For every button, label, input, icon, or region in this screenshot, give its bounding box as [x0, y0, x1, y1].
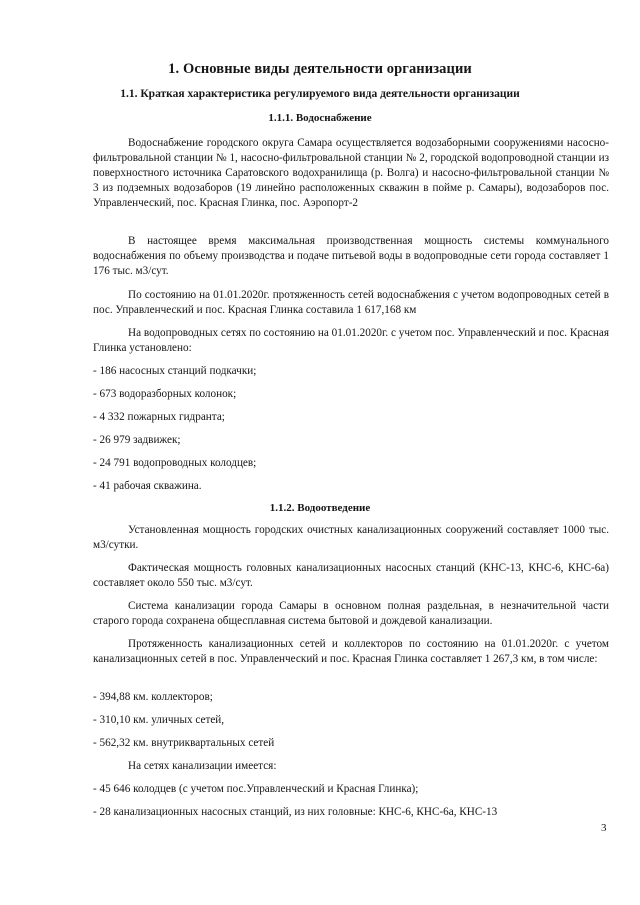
- page-heading: 1. Основные виды деятельности организации: [168, 61, 472, 77]
- water-list-item: - 186 насосных станций подкачки;: [93, 365, 257, 377]
- water-list-item: - 4 332 пожарных гидранта;: [93, 411, 225, 423]
- sewer-list-item: - 310,10 км. уличных сетей,: [93, 714, 225, 726]
- sewer-list-item: - 562,32 км. внутриквартальных сетей: [93, 737, 275, 749]
- sewer-list-item: - 394,88 км. коллекторов;: [93, 691, 213, 703]
- sewer-paragraph-1: Установленная мощность городских очистных канализационных сооружений составляет 1000 тыс. м3/сутки.: [93, 524, 609, 551]
- section-subheading: 1.1. Краткая характеристика регулируемого вида деятельности организации: [120, 88, 520, 100]
- sewer-list-item: - 28 канализационных насосных станций, из них головные: КНС-6, КНС-6а, КНС-13: [93, 806, 498, 818]
- water-paragraph-3: По состоянию на 01.01.2020г. протяженность сетей водоснабжения с учетом водопроводных сетей в пос. Управленческий и пос. Красная Глинка составила 1 617,168 км: [93, 289, 609, 316]
- water-supply-title: 1.1.1. Водоснабжение: [268, 112, 372, 124]
- wastewater-title: 1.1.2. Водоотведение: [269, 502, 371, 514]
- sewer-list-item: - 45 646 колодцев (с учетом пос.Управленческий и Красная Глинка);: [93, 783, 419, 795]
- sewer-paragraph-5: На сетях канализации имеется:: [128, 760, 277, 772]
- sewer-paragraph-3: Система канализации города Самары в основном полная раздельная, в незначительной части старого города сохранена общесплавная система бытовой и дождевой канализации.: [93, 600, 609, 627]
- water-list-item: - 26 979 задвижек;: [93, 434, 181, 446]
- page-number: 3: [601, 822, 607, 834]
- sewer-paragraph-2: Фактическая мощность головных канализационных насосных станций (КНС-13, КНС-6, КНС-6а) составляет около 550 тыс. м3/сут.: [93, 562, 609, 589]
- sewer-paragraph-4: Протяженность канализационных сетей и коллекторов по состоянию на 01.01.2020г. с учетом канализационных сетей в пос. Управленческий и пос. Красная Глинка составляет 1 267,3 км, в том числе:: [93, 638, 609, 665]
- water-list-item: - 24 791 водопроводных колодцев;: [93, 457, 257, 469]
- water-list-item: - 673 водоразборных колонок;: [93, 388, 237, 400]
- water-paragraph-2: В настоящее время максимальная производственная мощность системы коммунального водоснабжения по объему производства и подаче питьевой воды в водопроводные сети города составляет 1 176 тыс. м3/сут.: [93, 235, 609, 277]
- water-list-item: - 41 рабочая скважина.: [93, 480, 202, 492]
- water-paragraph-1: Водоснабжение городского округа Самара осуществляется водозаборными сооружениями насосно-фильтровальной станции № 1, насосно-фильтровальной станции № 2, городской водопроводной станции из поверхностного источника Саратовского водохранилища (р. Волга) и насосно-фильтровальной станции № 3 из подземных водозаборов (19 линейно расположенных скважин в пойме р. Самары), водозаборов пос. Управленческий, пос. Красная Глинка, пос. Аэропорт-2: [93, 137, 609, 209]
- water-paragraph-4: На водопроводных сетях по состоянию на 01.01.2020г. с учетом пос. Управленческий и пос. Красная Глинка установлено:: [93, 327, 609, 354]
